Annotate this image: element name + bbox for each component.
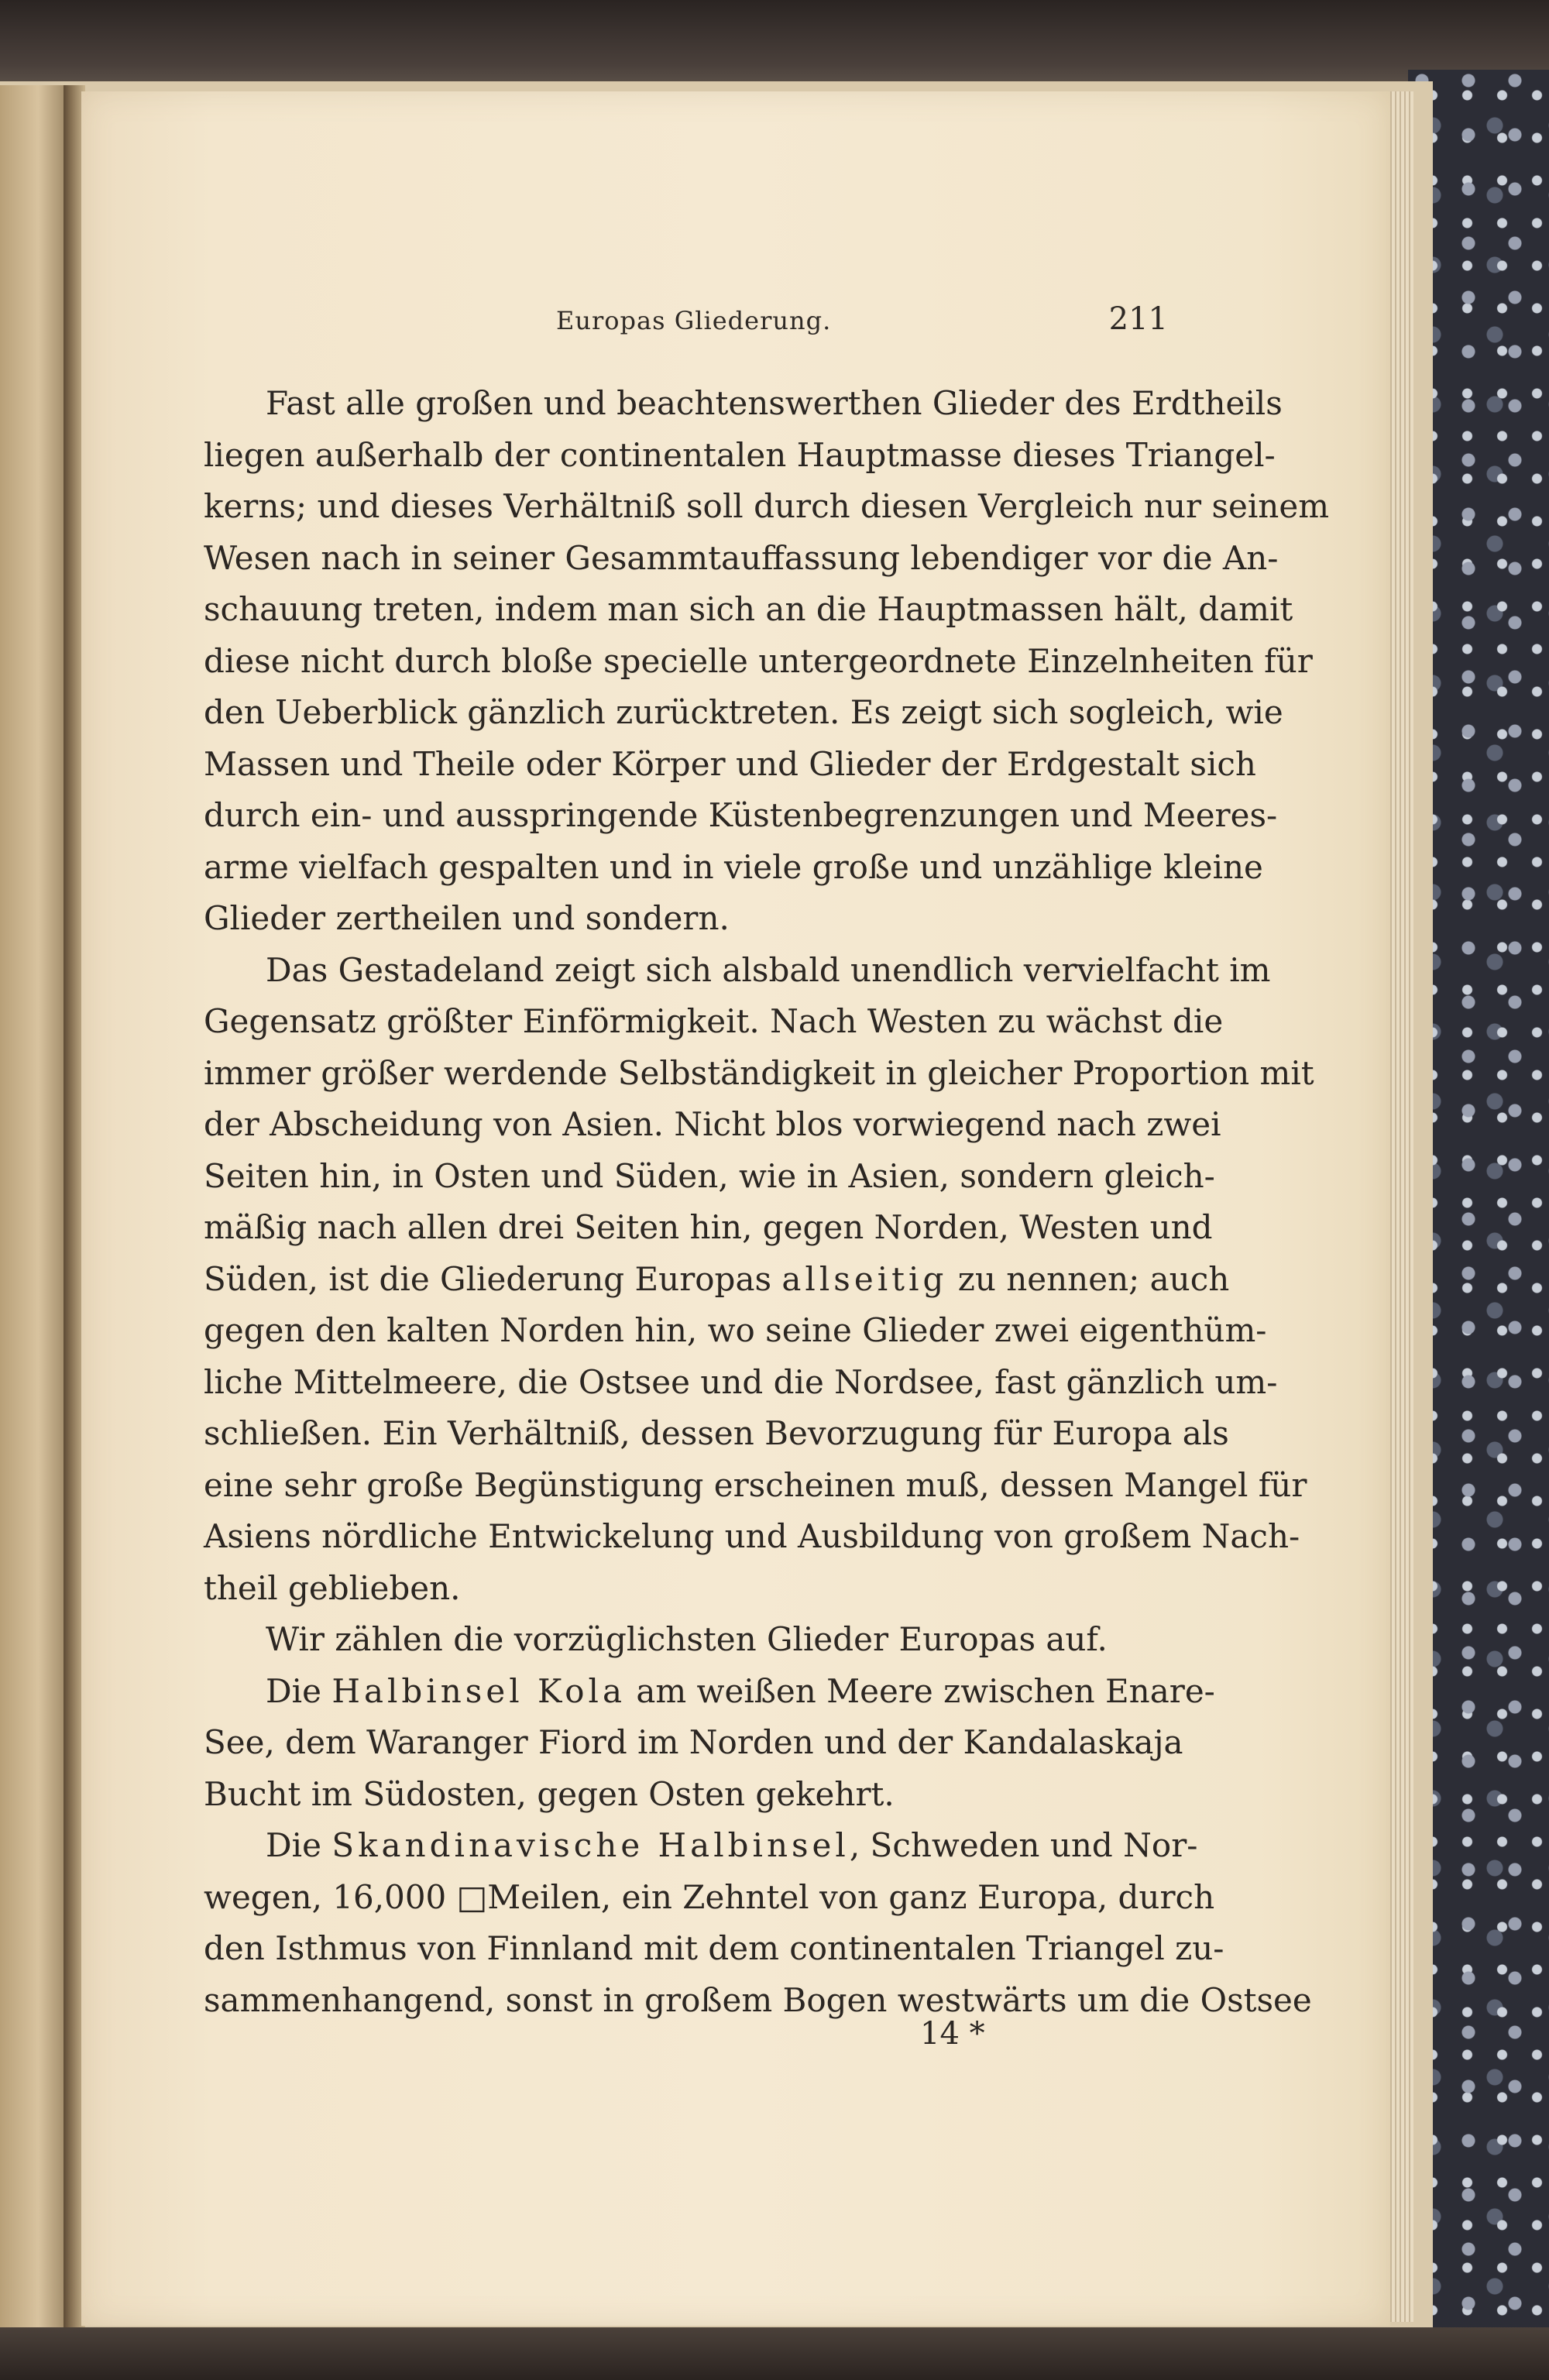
text-line: Fast alle großen und beachtenswerthen Glieder des Erdtheils bbox=[266, 384, 1283, 422]
text-line: Asiens nördliche Entwickelung und Ausbildung von großem Nach- bbox=[204, 1517, 1300, 1555]
text-segment: , Schweden und Nor- bbox=[849, 1826, 1198, 1864]
text-line: mäßig nach allen drei Seiten hin, gegen Norden, Westen und bbox=[204, 1208, 1213, 1246]
text-line: den Ueberblick gänzlich zurücktreten. Es zeigt sich sogleich, wie bbox=[204, 693, 1283, 731]
text-segment: am weißen Meere zwischen Enare- bbox=[625, 1671, 1215, 1710]
text-line bbox=[204, 1254, 1230, 1306]
text-line: der Abscheidung von Asien. Nicht blos vorwiegend nach zwei bbox=[204, 1105, 1221, 1143]
text-line: den Isthmus von Finnland mit dem continentalen Triangel zu- bbox=[204, 1929, 1224, 1967]
text-line: schauung treten, indem man sich an die Hauptmassen hält, damit bbox=[204, 590, 1293, 628]
text-line: liegen außerhalb der continentalen Hauptmasse dieses Triangel- bbox=[204, 435, 1276, 474]
left-page-edge bbox=[0, 85, 70, 2331]
text-segment: Die bbox=[266, 1826, 332, 1864]
text-line: Gegensatz größter Einförmigkeit. Nach Westen zu wächst die bbox=[204, 1002, 1224, 1040]
text-line: Das Gestadeland zeigt sich alsbald unendlich vervielfacht im bbox=[266, 950, 1271, 989]
page-number: 211 bbox=[1108, 301, 1168, 337]
spaced-emphasis: allseitig bbox=[781, 1259, 948, 1298]
page-header bbox=[556, 301, 1168, 345]
text-line: Glieder zertheilen und sondern. bbox=[204, 899, 730, 937]
text-line: Seiten hin, in Osten und Süden, wie in Asien, sondern gleich- bbox=[204, 1156, 1215, 1195]
text-line: Massen und Theile oder Körper und Glieder der Erdgestalt sich bbox=[204, 744, 1256, 783]
text-line: theil geblieben. bbox=[204, 1568, 461, 1607]
text-line: Wesen nach in seiner Gesammtauffassung lebendiger vor die An- bbox=[204, 538, 1279, 577]
body-text bbox=[204, 378, 1330, 2026]
text-line: diese nicht durch bloße specielle untergeordnete Einzelnheiten für bbox=[204, 641, 1313, 680]
text-line: durch ein- und ausspringende Küstenbegrenzungen und Meeres- bbox=[204, 796, 1278, 834]
signature-mark: 14 * bbox=[920, 2016, 985, 2052]
text-line: See, dem Waranger Fiord im Norden und der Kandalaskaja bbox=[204, 1723, 1183, 1761]
text-segment: Die bbox=[266, 1671, 332, 1710]
scan-background-bottom bbox=[0, 2327, 1549, 2380]
text-line: Wir zählen die vorzüglichsten Glieder Europas auf. bbox=[266, 1620, 1108, 1658]
text-segment: zu nennen; auch bbox=[947, 1259, 1230, 1298]
text-line: wegen, 16,000 □Meilen, ein Zehntel von ganz Europa, durch bbox=[204, 1877, 1215, 1916]
text-line: gegen den kalten Norden hin, wo seine Glieder zwei eigenthüm- bbox=[204, 1311, 1267, 1349]
text-line: sammenhangend, sonst in großem Bogen westwärts um die Ostsee bbox=[204, 1980, 1312, 2019]
text-segment: Süden, ist die Gliederung Europas bbox=[204, 1259, 782, 1298]
text-line: Bucht im Südosten, gegen Osten gekehrt. bbox=[204, 1774, 895, 1813]
running-title: Europas Gliederung. bbox=[556, 306, 832, 335]
text-line: schließen. Ein Verhältniß, dessen Bevorzugung für Europa als bbox=[204, 1414, 1229, 1452]
spaced-emphasis: Halbinsel Kola bbox=[331, 1671, 626, 1710]
text-line bbox=[204, 1820, 1198, 1872]
text-line: arme vielfach gespalten und in viele große und unzählige kleine bbox=[204, 847, 1263, 886]
spaced-emphasis: Skandinavische Halbinsel bbox=[331, 1826, 850, 1864]
text-line: kerns; und dieses Verhältniß soll durch diesen Vergleich nur seinem bbox=[204, 487, 1330, 525]
text-line: eine sehr große Begünstigung erscheinen muß, dessen Mangel für bbox=[204, 1465, 1307, 1504]
text-line bbox=[204, 1666, 1215, 1718]
text-line: liche Mittelmeere, die Ostsee und die Nordsee, fast gänzlich um- bbox=[204, 1362, 1278, 1401]
text-line: immer größer werdende Selbständigkeit in gleicher Proportion mit bbox=[204, 1053, 1314, 1092]
